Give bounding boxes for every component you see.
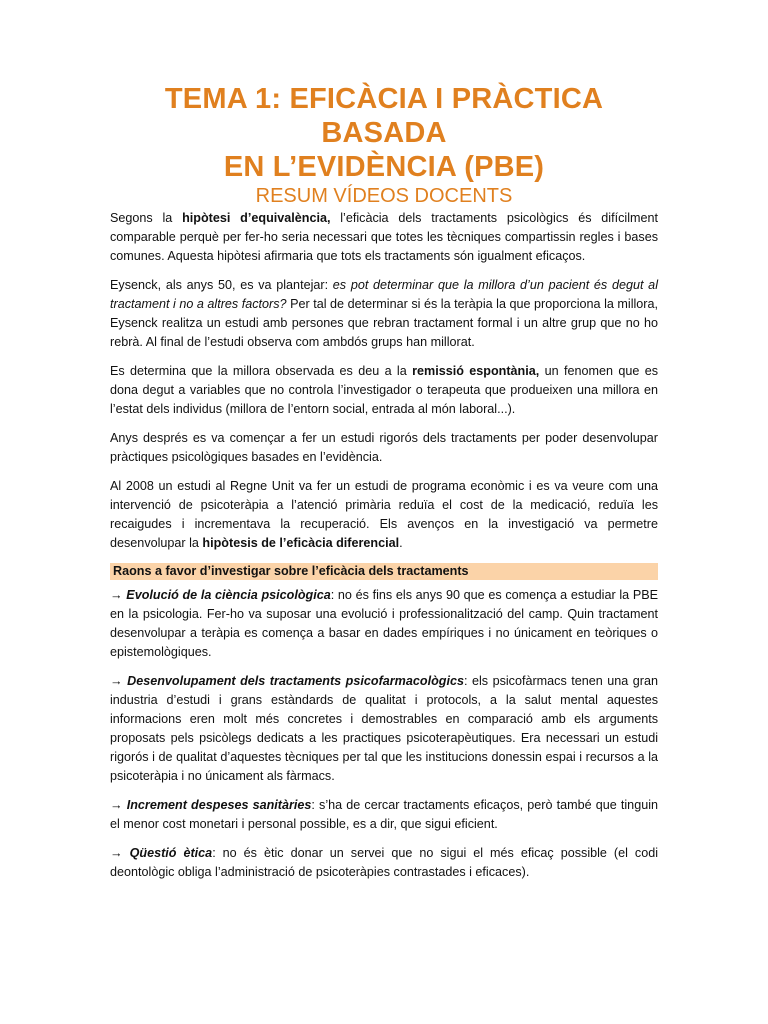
paragraph-text: Per tal de determinar si és la teràpia la que proporciona la millora, Eysenck realitza un estudi amb persones que rebran tractament formal i un altre grup que no ho rebrà. Al final de l’estudi observa com ambdós grups han millorat.: [110, 297, 658, 349]
reason-item: [110, 796, 658, 834]
document-title: [110, 82, 658, 184]
body-paragraph: [110, 477, 658, 553]
document-page: [110, 82, 658, 892]
paragraph-text: Anys després es va començar a fer un estudi rigorós dels tractaments per poder desenvolupar pràctiques psicològiques basades en l’evidència.: [110, 431, 658, 464]
bold-term: hipòtesi d’equivalència,: [182, 211, 331, 225]
reason-body: : s’ha de cercar tractaments eficaços, però també que tinguin el menor cost monetari i personal possible, es a dir, que sigui eficient.: [110, 798, 659, 831]
title-line-1: TEMA 1: EFICÀCIA I PRÀCTICA BASADA: [164, 83, 604, 149]
arrow-icon: →: [110, 798, 123, 812]
reason-heading: Desenvolupament dels tractaments psicofarmacològics: [127, 674, 464, 688]
arrow-icon: →: [110, 674, 123, 688]
reasons-list: [110, 586, 658, 882]
paragraph-text: .: [399, 536, 403, 550]
arrow-icon: →: [110, 588, 123, 602]
bold-term: hipòtesis de l’eficàcia diferencial: [202, 536, 400, 550]
paragraph-text: Eysenck, als anys 50, es va plantejar:: [110, 278, 333, 292]
reason-item: [110, 586, 658, 662]
reason-body: : no és fins els anys 90 que es comença a estudiar la PBE en la psicologia. Fer-ho va suposar una evolució i professionalització del camp. Quin tractament desenvolupar a teràpia es comença a basar en dades empíriques i no únicament en teòriques o epistemològiques.: [110, 588, 659, 659]
reason-body: : els psicofàrmacs tenen una gran industria d’estudi i grans estàndards de qualitat i protocols, a la salut mental aquestes informacions eren molt més concretes i demostrables en comparació amb els arguments proposats pels psicòlegs dedicats a les practiques psicoterapèutiques. Era necessari un estudi rigorós i de qualitat d’aquestes tècniques per tal que les institucions donessin espai i recursos a la psicoteràpia i no únicament als fàrmacs.: [110, 674, 658, 783]
body-paragraph: [110, 276, 658, 352]
body-paragraph: [110, 209, 658, 266]
paragraph-text: Al 2008 un estudi al Regne Unit va fer un estudi de programa econòmic i es va veure com una intervenció de psicoteràpia a l’atenció primària reduïa el cost de la medicació, reduïa les recaigudes i incrementava la recuperació. Els avenços en la investigació va permetre desenvolupar la: [110, 479, 658, 550]
document-subtitle: RESUM VÍDEOS DOCENTS: [255, 185, 513, 207]
reason-heading: Increment despeses sanitàries: [126, 798, 312, 812]
paragraph-text: Segons la: [110, 211, 183, 225]
section-header: Raons a favor d’investigar sobre l’eficàcia dels tractaments: [110, 563, 658, 580]
body-paragraph: [110, 362, 658, 419]
reason-heading: Qüestió ètica: [129, 846, 213, 860]
reason-body: : no és ètic donar un servei que no sigui el més eficaç possible (el codi deontològic obliga l’administració de psicoteràpies contrastades i eficaces).: [110, 846, 659, 879]
body-paragraph: [110, 429, 658, 467]
paragraph-text: Es determina que la millora observada es deu a la: [110, 364, 413, 378]
paragraph-text: l’eficàcia dels tractaments psicològics és difícilment comparable perquè per fer-ho seria necessari que totes les tècniques compartissin regles i bases comunes. Aquesta hipòtesi afirmaria que tots els tractaments són igualment eficaços.: [110, 211, 658, 263]
italic-question: es pot determinar que la millora d’un pacient és degut al tractament i no a altres factors?: [110, 278, 658, 311]
bold-term: remissió espontània,: [412, 364, 540, 378]
reason-item: [110, 844, 658, 882]
paragraph-text: un fenomen que es dona degut a variables que no controla l’investigador o terapeuta que produeixen una millora en l’estat dels individus (millora de l’entorn social, entrada al món laboral...).: [110, 364, 658, 416]
reason-item: [110, 672, 658, 786]
title-line-2: EN L’EVIDÈNCIA (PBE): [223, 151, 545, 183]
reason-heading: Evolució de la ciència psicològica: [126, 588, 331, 602]
intro-paragraphs: [110, 209, 658, 553]
arrow-icon: →: [110, 846, 123, 860]
